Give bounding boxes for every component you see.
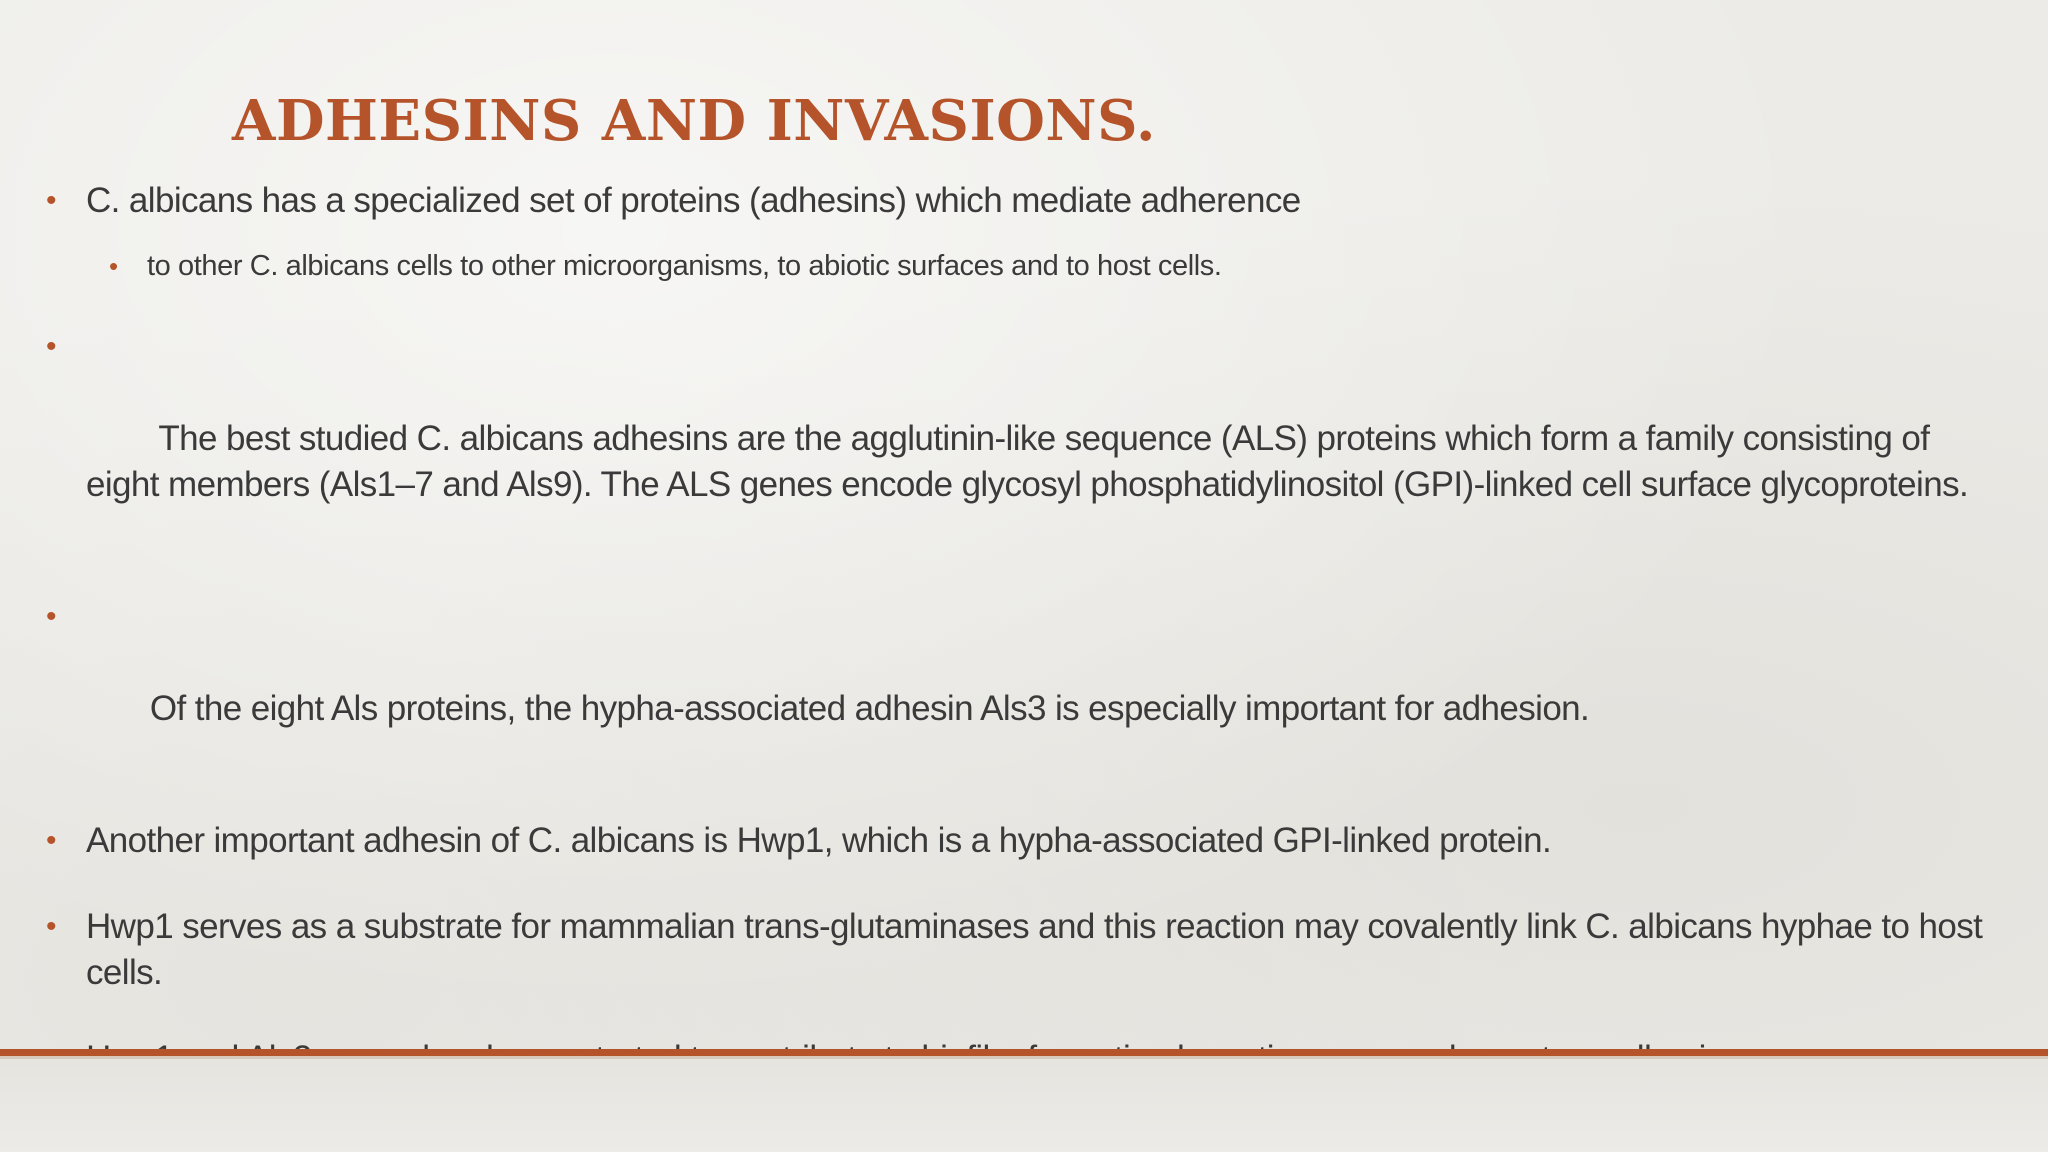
bullet-marker: •: [109, 251, 118, 281]
footer-band: [0, 1059, 2048, 1152]
bullet-text: C. albicans has a specialized set of proteins (adhesins) which mediate adherence: [86, 181, 1301, 220]
bullet-marker: •: [46, 910, 56, 943]
slide-title: ADHESINS AND INVASIONS.: [232, 88, 1157, 154]
bullet-text: to other C. albicans cells to other microorganisms, to abiotic surfaces and to host cells.: [147, 250, 1222, 282]
bullet-text: Hwp1 serves as a substrate for mammalian trans-glutaminases and this reaction may covalently link C. albicans hyphae to host cells.: [86, 907, 1983, 992]
bullet-marker: •: [46, 184, 56, 217]
bullet-list: [36, 178, 1996, 1082]
bullet-marker: •: [46, 824, 56, 857]
bullet-item: [36, 324, 1996, 554]
bullet-marker: •: [46, 600, 56, 633]
bullet-text: The best studied C. albicans adhesins are the agglutinin-like sequence (ALS) proteins which form a family consisting of eight members (Als1–7 and Als9). The ALS genes encode glycosyl phosphatidylinositol (GPI)-linked cell surface glycoproteins.: [86, 419, 1969, 504]
bullet-item: [36, 178, 1996, 224]
sub-bullet-item: [36, 246, 1996, 286]
bullet-item: [36, 904, 1996, 996]
bullet-text: Another important adhesin of C. albicans is Hwp1, which is a hypha-associated GPI-linked protein.: [86, 821, 1552, 860]
bullet-marker: •: [46, 330, 56, 363]
bullet-text: Of the eight Als proteins, the hypha-associated adhesin Als3 is especially important for adhesion.: [140, 689, 1590, 728]
bullet-item: [36, 594, 1996, 778]
accent-divider: [0, 1049, 2048, 1056]
bullet-item: [36, 818, 1996, 864]
